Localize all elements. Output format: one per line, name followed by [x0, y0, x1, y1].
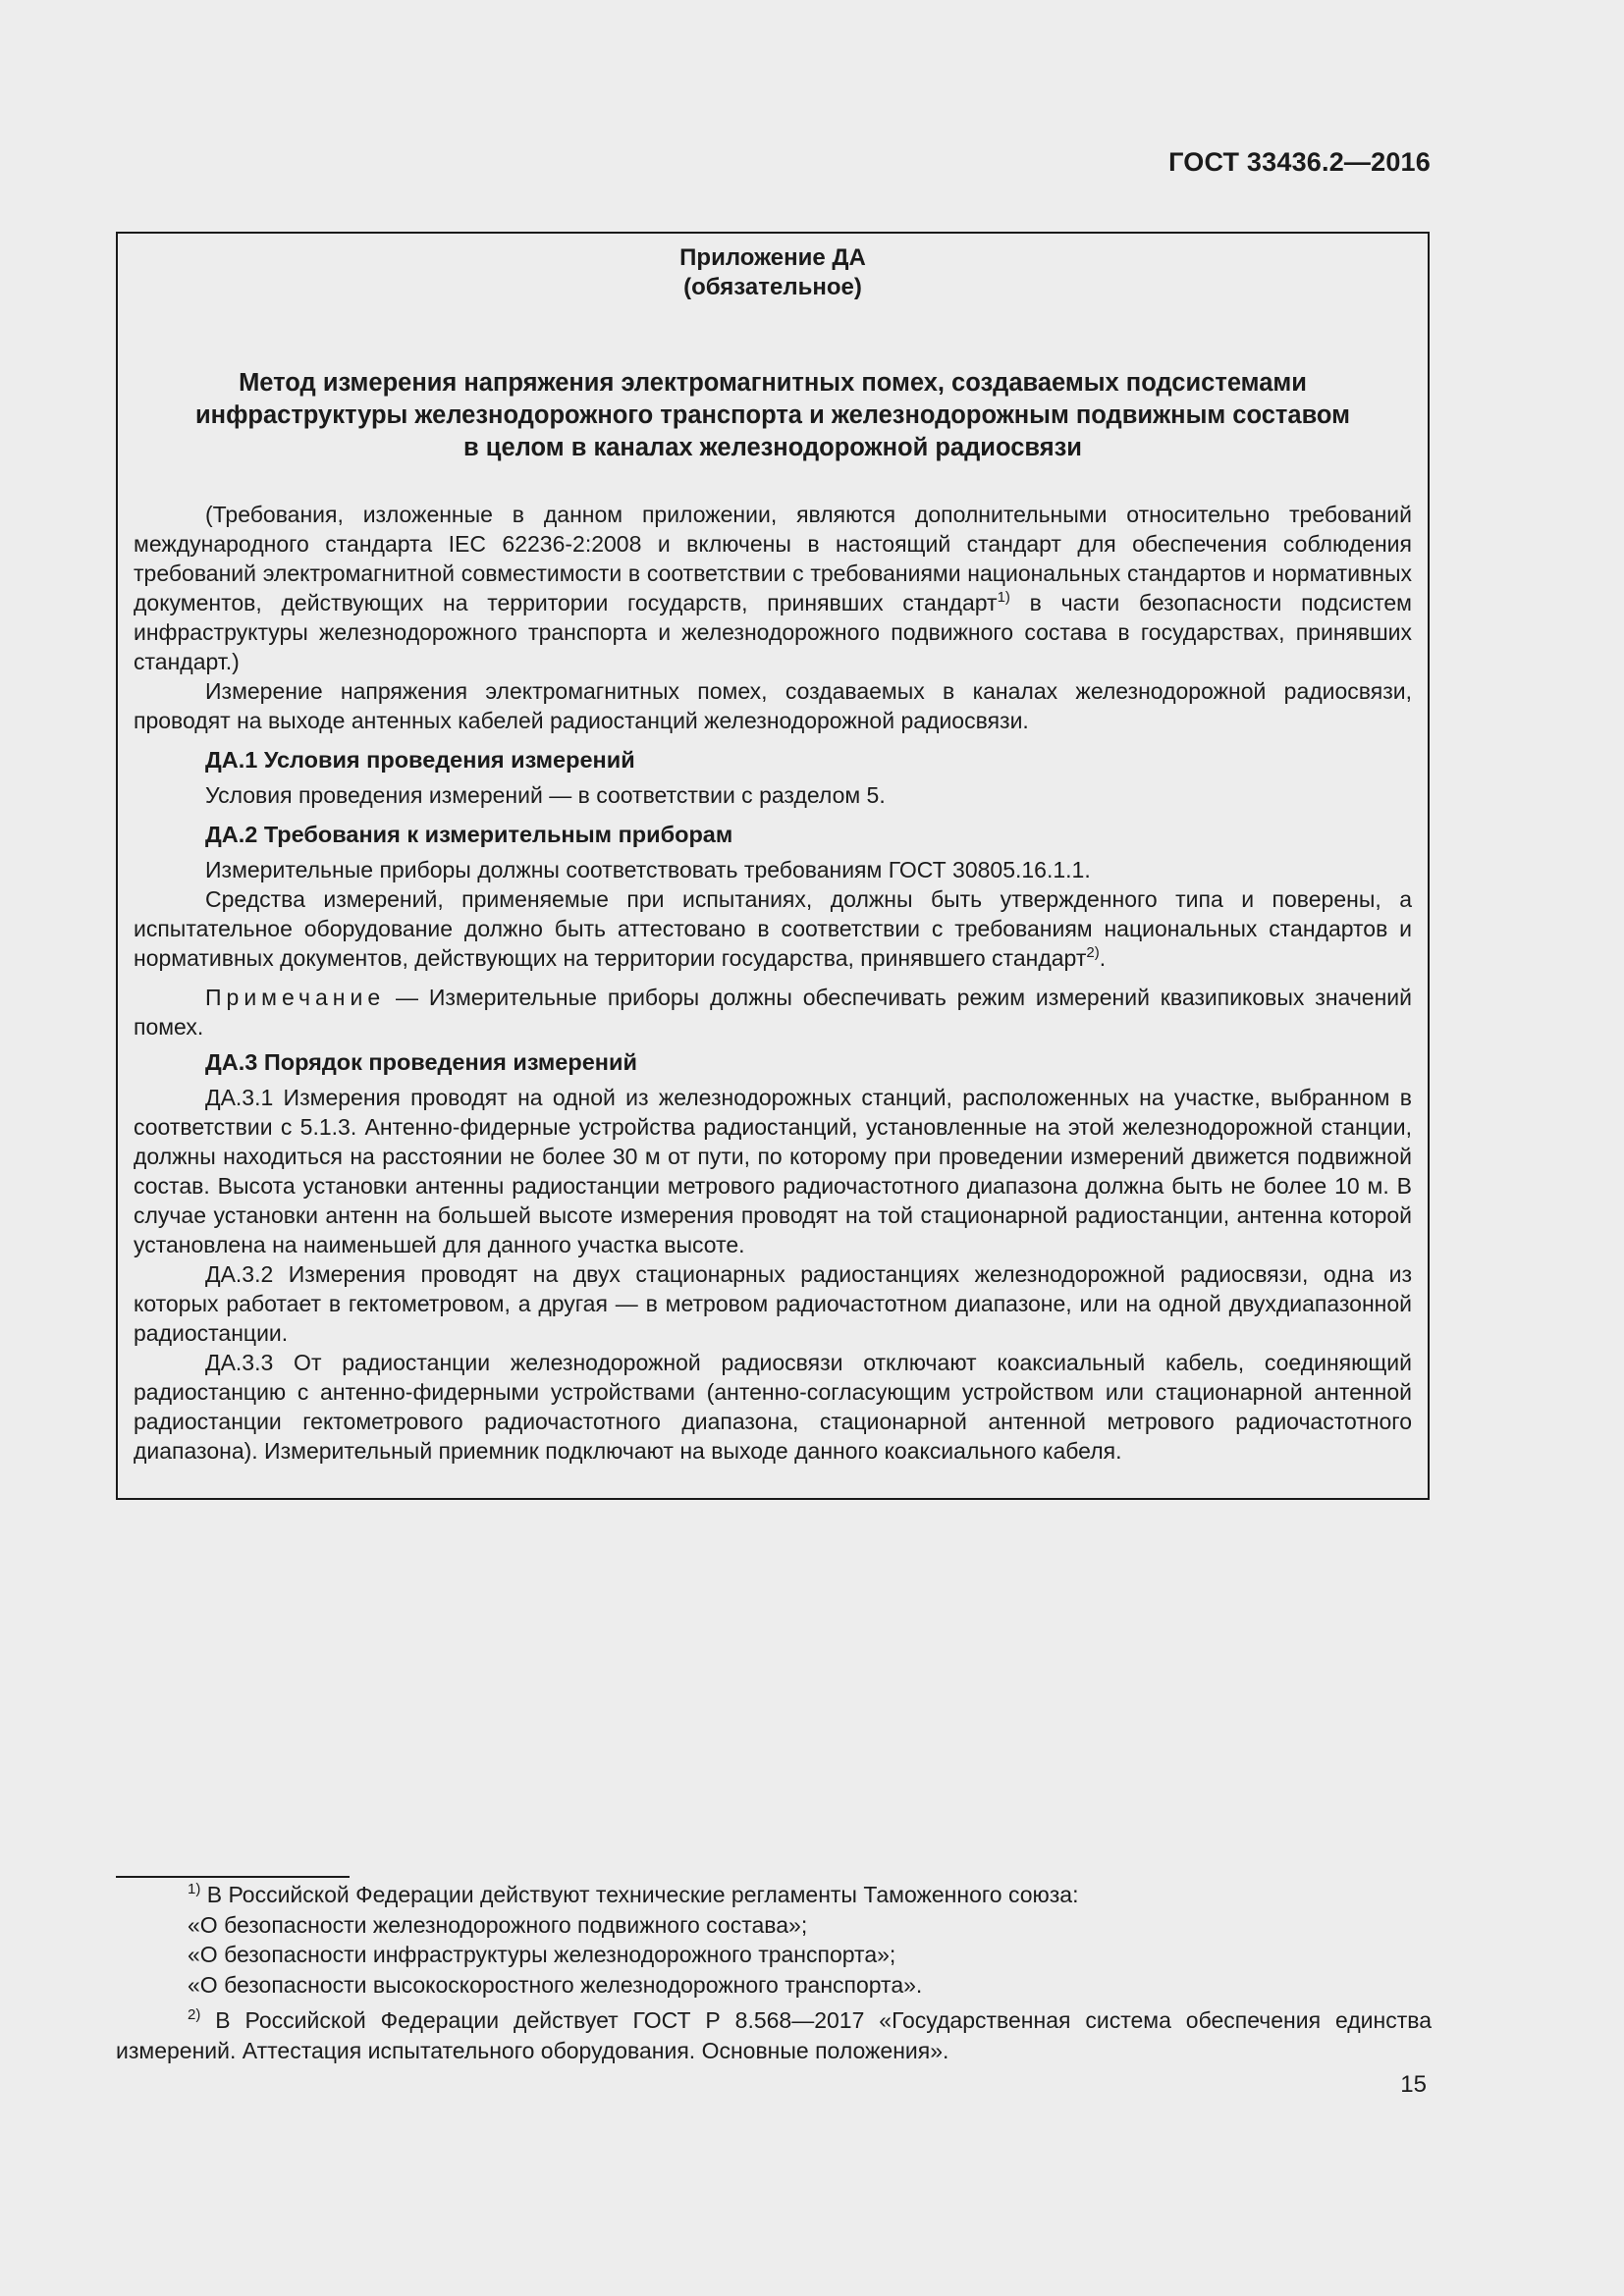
annex-frame	[116, 232, 1430, 1500]
note-text: — Измерительные приборы должны обеспечивать режим измерений квазипиковых значений помех.	[134, 985, 1412, 1040]
section-text-da3-2: ДА.3.2 Измерения проводят на двух стационарных радиостанциях железнодорожной радиосвязи, одна из которых работает в гектометровом, а другая — в метровом радиочастотном диапазоне, или на одной двухдиапазонной радиостанции.	[134, 1261, 1412, 1346]
annex-status: (обязательное)	[683, 274, 862, 300]
section-heading-da1: ДА.1 Условия проведения измерений	[205, 747, 635, 773]
section-text-da3-3: ДА.3.3 От радиостанции железнодорожной радиосвязи отключают коаксиальный кабель, соединяющий радиостанцию с антенно-фидерными устройствами (антенно-согласующим устройством или стационарной антенной радиостанции гектометрового радиочастотного диапазона, стационарной антенной метрового радиочастотного диапазона). Измерительный приемник подключают на выходе данного коаксиального кабеля.	[134, 1350, 1412, 1464]
section-text-da2-1: Измерительные приборы должны соответствовать требованиям ГОСТ 30805.16.1.1.	[205, 857, 1091, 882]
note-paragraph	[134, 983, 1412, 1041]
annex-body	[134, 500, 1412, 1466]
footnote-1-item: «О безопасности высокоскоростного железнодорожного транспорта».	[188, 1971, 923, 1998]
footnote-2-mark: 2)	[188, 2006, 201, 2023]
section-text-da2-2: Средства измерений, применяемые при испытаниях, должны быть утвержденного типа и поверены, а испытательное оборудование должно быть аттестовано в соответствии с требованиям национальных стандартов и нормативных документов, действующих на территории государства, принявшего стандарт$^{2)}$.	[134, 886, 1412, 971]
document-code: ГОСТ 33436.2—2016	[1168, 147, 1431, 177]
section-text-da3-1: ДА.3.1 Измерения проводят на одной из железнодорожных станций, расположенных на участке, выбранном в соответствии с 5.1.3. Антенно-фидерные устройства радиостанций, установленные на этой железнодорожной станции, должны находиться на расстоянии не более 30 м от пути, по которому при проведении измерений движется подвижной состав. Высота установки антенны радиостанции метрового радиочастотного диапазона должна быть не более 10 м. В случае установки антенн на большей высоте измерения проводят на той стационарной радиостанции, антенна которой установлена на наименьшей для данного участка высоте.	[134, 1085, 1412, 1257]
footnote-1-item: «О безопасности инфраструктуры железнодорожного транспорта»;	[188, 1942, 896, 1967]
main-title-line: в целом в каналах железнодорожной радиосвязи	[463, 434, 1082, 461]
footnotes	[116, 1880, 1432, 2065]
note-label: Примечание	[205, 985, 386, 1010]
footnote-2: $^{2)}$ В Российской Федерации действует ГОСТ Р 8.568—2017 «Государственная система обеспечения единства измерений. Аттестация испытательного оборудования. Основные положения».	[116, 2006, 1432, 2063]
main-title-line: инфраструктуры железнодорожного транспорта и железнодорожным подвижным составом	[194, 401, 1351, 429]
main-title-line: Метод измерения напряжения электромагнитных помех, создаваемых подсистемами	[239, 369, 1307, 397]
footnote-1-item: «О безопасности железнодорожного подвижного состава»;	[188, 1911, 808, 1938]
footnote-1-mark: 1)	[188, 1881, 201, 1897]
footnote-1: $^{1)}$ В Российской Федерации действуют технические регламенты Таможенного союза:	[188, 1881, 1079, 1907]
footnote-ref-2[interactable]: 2)	[1086, 944, 1100, 961]
section-heading-da2: ДА.2 Требования к измерительным приборам	[205, 822, 733, 847]
section-text-da1: Условия проведения измерений — в соответствии с разделом 5.	[205, 782, 886, 808]
footnote-divider	[116, 1876, 350, 1878]
intro-paragraph-2: Измерение напряжения электромагнитных помех, создаваемых в каналах железнодорожной радиосвязи, проводят на выходе антенных кабелей радиостанций железнодорожной радиосвязи.	[134, 678, 1412, 733]
footnote-ref-1[interactable]: 1)	[997, 589, 1010, 606]
annex-header	[134, 243, 1412, 302]
section-heading-da3: ДА.3 Порядок проведения измерений	[205, 1049, 637, 1075]
intro-paragraph: (Требования, изложенные в данном приложении, являются дополнительными относительно требований международного стандарта IEC 62236-2:2008 и включены в настоящий стандарт для обеспечения соблюдения требований электромагнитной совместимости в соответствии с требованиями национальных стандартов и нормативных документов, действующих на территории государств, принявших стандарт$^{1)}$ в части безопасности подсистем инфраструктуры железнодорожного транспорта и железнодорожного подвижного состава в государствах, принявших стандарт.)	[134, 502, 1412, 674]
page-number: 15	[1400, 2071, 1427, 2098]
annex-main-title	[134, 367, 1412, 464]
annex-title: Приложение ДА	[679, 244, 866, 271]
